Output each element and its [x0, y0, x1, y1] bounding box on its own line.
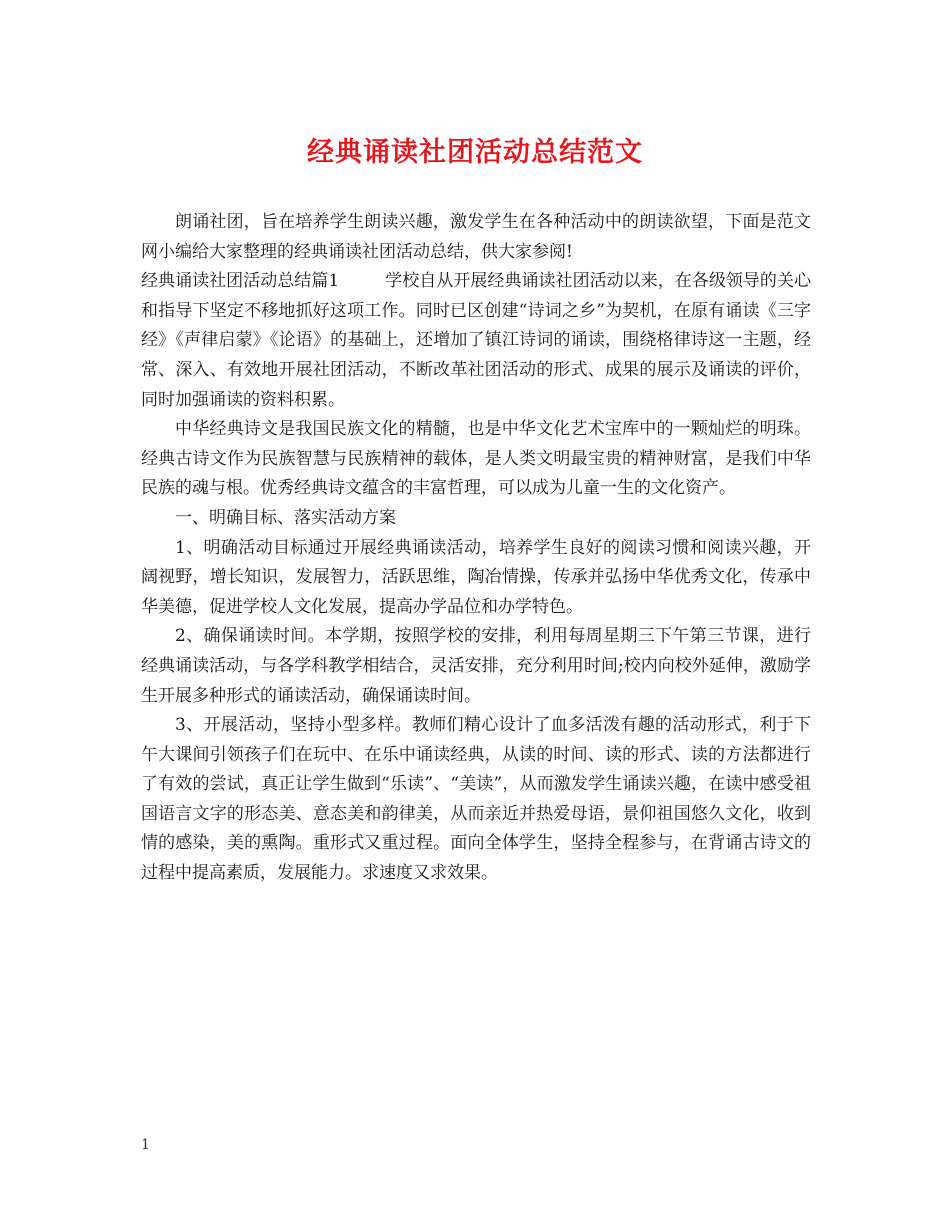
subheading-goals: 一、明确目标、落实活动方案	[175, 507, 396, 528]
paragraph-point-3: 3、开展活动，坚持小型多样。教师们精心设计了血多活泼有趣的活动形式，利于下午大课间引领孩子们在玩中、在乐中诵读经典，从读的时间、读的形式、读的方法都进行了有效的尝试，真正让学生做到“乐读”、“美读”，从而激发学生诵读兴趣，在读中感受祖国语言文字的形态美、意态美和韵律美，从而亲近并热爱母语，景仰祖国悠久文化，收到情的感染，美的熏陶。重形式又重过程。面向全体学生，坚持全程参与，在背诵古诗文的过程中提高素质，发展能力。求速度又求效果。	[141, 715, 811, 884]
document-body	[141, 208, 811, 889]
paragraph-point-1: 1、明确活动目标通过开展经典诵读活动，培养学生良好的阅读习惯和阅读兴趣，开阔视野，增长知识，发展智力，活跃思维，陶冶情操，传承并弘扬中华优秀文化，传承中华美德，促进学校人文化发展，提高办学品位和办学特色。	[141, 537, 811, 617]
page-number: 1	[141, 1137, 150, 1153]
section-heading: 经典诵读社团活动总结篇1	[141, 271, 340, 292]
section-1-paragraph	[141, 267, 811, 415]
paragraph-point-2: 2、确保诵读时间。本学期，按照学校的安排，利用每周星期三下午第三节课，进行经典诵读活动，与各学科教学相结合，灵活安排，充分利用时间;校内向校外延伸，激励学生开展多种形式的诵读活动，确保诵读时间。	[141, 626, 811, 706]
section-first-paragraph: 学校自从开展经典诵读社团活动以来，在各级领导的关心和指导下坚定不移地抓好这项工作。同时已区创建“诗词之乡”为契机，在原有诵读《三字经》《声律启蒙》《论语》的基础上，还增加了镇江诗词的诵读，围绕格律诗这一主题，经常、深入、有效地开展社团活动，不断改革社团活动的形式、成果的展示及诵读的评价，同时加强诵读的资料积累。	[141, 271, 812, 410]
document-title: 经典诵读社团活动总结范文	[307, 137, 643, 168]
paragraph-heritage: 中华经典诗文是我国民族文化的精髓，也是中华文化艺术宝库中的一颗灿烂的明珠。经典古诗文作为民族智慧与民族精神的载体，是人类文明最宝贵的精神财富，是我们中华民族的魂与根。优秀经典诗文蕴含的丰富哲理，可以成为儿童一生的文化资产。	[141, 419, 811, 499]
intro-paragraph: 朗诵社团，旨在培养学生朗读兴趣，激发学生在各种活动中的朗读欲望，下面是范文网小编给大家整理的经典诵读社团活动总结，供大家参阅!	[141, 212, 811, 262]
